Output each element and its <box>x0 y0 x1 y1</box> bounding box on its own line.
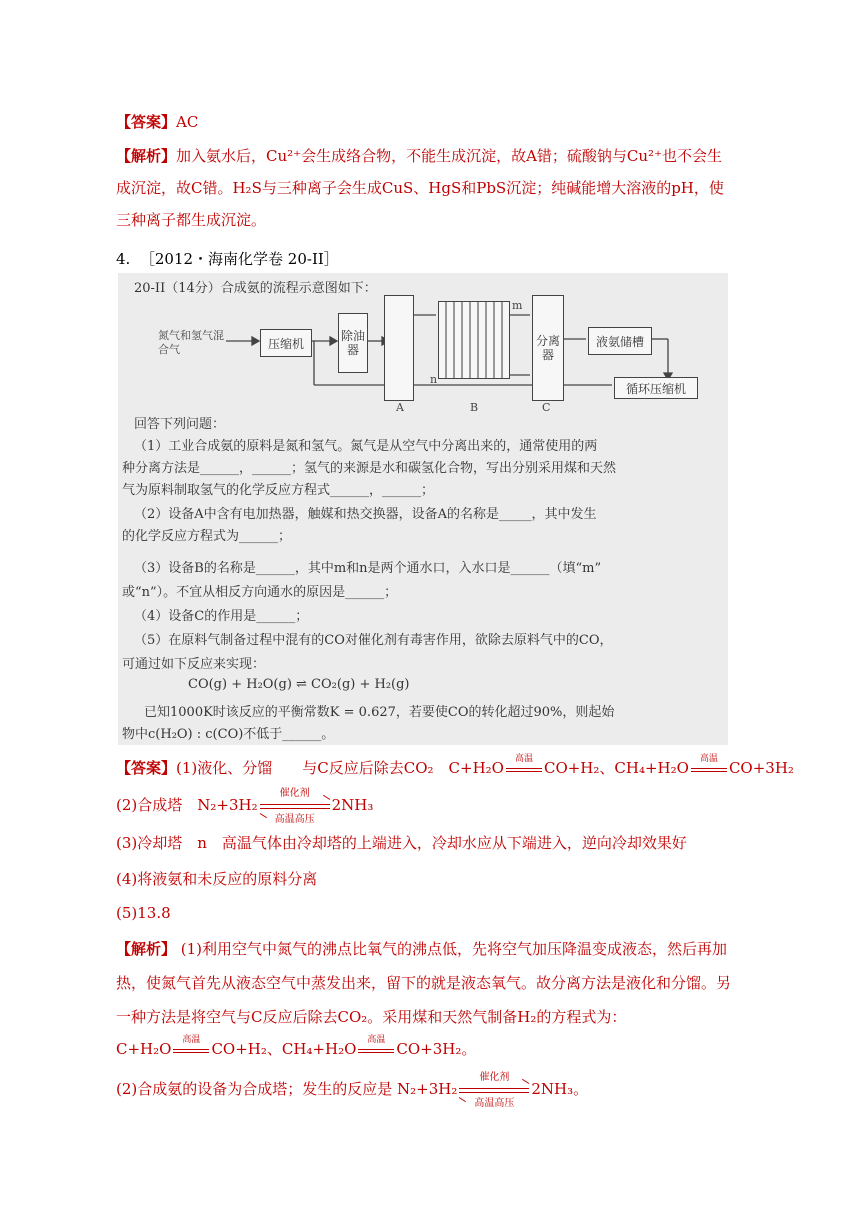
scan-q2-line2: 的化学反应方程式为______； <box>122 529 292 544</box>
answer-tag: 【答案】 <box>116 113 177 131</box>
ammonia-tank-box: 液氨储槽 <box>588 327 652 355</box>
scan-q4-line: （4）设备C的作用是______； <box>134 609 309 624</box>
scan-prompt: 回答下列问题： <box>134 417 226 432</box>
answer-tag: 【答案】 <box>116 759 177 777</box>
scan-q5-line3: 已知1000K时该反应的平衡常数K = 0.627，若要使CO的转化超过90%，则起始 <box>144 705 615 720</box>
equilibrium-arrow <box>258 788 332 825</box>
oil-remover-box: 除油器 <box>338 313 368 373</box>
scan-q5-line1: （5）在原料气制备过程中混有的CO对催化剂有毒害作用，欲除去原料气中的CO， <box>134 633 613 648</box>
scan-q5-line2: 可通过如下反应来实现： <box>122 657 266 672</box>
analysis-2b: 2NH₃。 <box>531 1080 589 1098</box>
analysis-2a: (2)合成氨的设备为合成塔；发生的反应是 N₂+3H₂ <box>116 1080 458 1098</box>
analysis-equations <box>116 1035 477 1059</box>
scan-q5-equation: CO(g) + H₂O(g) ⇌ CO₂(g) + H₂(g) <box>188 677 410 692</box>
analysis-tag: 【解析】 <box>116 147 177 165</box>
condition-text: 高温高压 <box>474 1098 515 1109</box>
condition-text: 高温 <box>367 1035 386 1045</box>
catalyst-text: 催化剂 <box>279 788 310 799</box>
label-n: n <box>430 373 438 386</box>
q3-analysis <box>116 140 732 236</box>
condition-text: 高温 <box>182 1035 201 1045</box>
condition-text: 高温高压 <box>274 814 315 825</box>
high-temp-condition <box>171 1035 211 1057</box>
answer-1b: CO+H₂、CH₄+H₂O <box>543 759 689 777</box>
scan-q1-line3: 气为原料制取氢气的化学反应方程式______，______； <box>122 483 435 498</box>
analysis-line-2 <box>116 1072 589 1109</box>
scan-q3-line2: 或“n”）。不宜从相反方向通水的原因是______； <box>122 585 398 600</box>
scan-header: 20-II（14分）合成氨的流程示意图如下： <box>134 281 377 296</box>
equilibrium-arrow <box>457 1072 531 1109</box>
an-eq-a: C+H₂O <box>116 1040 172 1058</box>
label-b: B <box>470 401 479 414</box>
question-number: 4. <box>116 250 131 268</box>
analysis-text: (1)利用空气中氮气的沸点比氧气的沸点低，先将空气加压降温变成液态，然后再加热，使氮气首先从液态空气中蒸发出来，留下的就是液态氧气。故分离方法是液化和分馏。另一种方法是将空气与C反应后除去CO₂。采用煤和天然气制备H₂的方程式为： <box>116 940 732 1026</box>
label-m: m <box>512 299 523 312</box>
answer-line-5: (5)13.8 <box>116 904 171 922</box>
condition-text: 高温 <box>514 754 533 764</box>
scan-q5-line4: 物中c(H₂O) : c(CO)不低于______。 <box>122 727 335 742</box>
analysis-paragraph <box>116 932 732 1034</box>
answer-1c: CO+3H₂ <box>728 759 794 777</box>
an-eq-c: CO+3H₂。 <box>396 1040 477 1058</box>
recycle-compressor-box: 循环压缩机 <box>614 377 698 399</box>
label-a: A <box>396 401 404 414</box>
question-source: ［2012・海南化学卷 20-II］ <box>139 250 339 268</box>
scan-q1-line2: 种分离方法是______，______；氢气的来源是水和碳氢化合物，写出分别采用煤和天然 <box>122 461 617 476</box>
answer-1a: (1)液化、分馏 与C反应后除去CO₂ C+H₂O <box>176 759 504 777</box>
an-eq-b: CO+H₂、CH₄+H₂O <box>211 1040 357 1058</box>
q3-answer <box>116 106 732 138</box>
answer-line-2 <box>116 788 374 825</box>
condition-text: 高温 <box>699 754 718 764</box>
answer-2b: 2NH₃ <box>331 796 374 814</box>
scanned-question-image <box>118 273 728 745</box>
answer-2a: (2)合成塔 N₂+3H₂ <box>116 796 258 814</box>
analysis-text: 加入氨水后，Cu²⁺会生成络合物，不能生成沉淀，故A错；硫酸钠与Cu²⁺也不会生成沉淀，故C错。H₂S与三种离子会生成CuS、HgS和PbS沉淀；纯碱能增大溶液的pH，使三种离子都生成沉淀。 <box>116 147 724 229</box>
feed-gas-label: 氮气和氢气混合气 <box>158 329 224 356</box>
scan-q2-line1: （2）设备A中含有电加热器，触媒和热交换器，设备A的名称是_____，其中发生 <box>134 507 597 522</box>
compressor-box: 压缩机 <box>260 329 312 357</box>
q4-header <box>116 248 339 269</box>
analysis-tag: 【解析】 <box>116 940 177 958</box>
catalyst-text: 催化剂 <box>479 1072 510 1083</box>
answer-text: AC <box>176 113 199 131</box>
separator-box: 分离器 <box>532 295 564 401</box>
scan-q3-line1: （3）设备B的名称是______，其中m和n是两个通水口，入水口是______（填“m” <box>134 561 602 576</box>
label-c: C <box>542 401 551 414</box>
answer-line-3: (3)冷却塔 n 高温气体由冷却塔的上端进入，冷却水应从下端进入，逆向冷却效果好 <box>116 834 687 852</box>
reactor-a-box <box>384 295 414 401</box>
scan-q1-line1: （1）工业合成氨的原料是氮和氢气。氮气是从空气中分离出来的，通常使用的两 <box>134 439 598 454</box>
cooling-tower-b-box <box>438 301 510 379</box>
answer-line-4: (4)将液氨和未反应的原料分离 <box>116 870 318 888</box>
high-temp-condition <box>504 754 544 776</box>
high-temp-condition <box>356 1035 396 1057</box>
answer-line-1 <box>116 754 794 778</box>
high-temp-condition <box>689 754 729 776</box>
